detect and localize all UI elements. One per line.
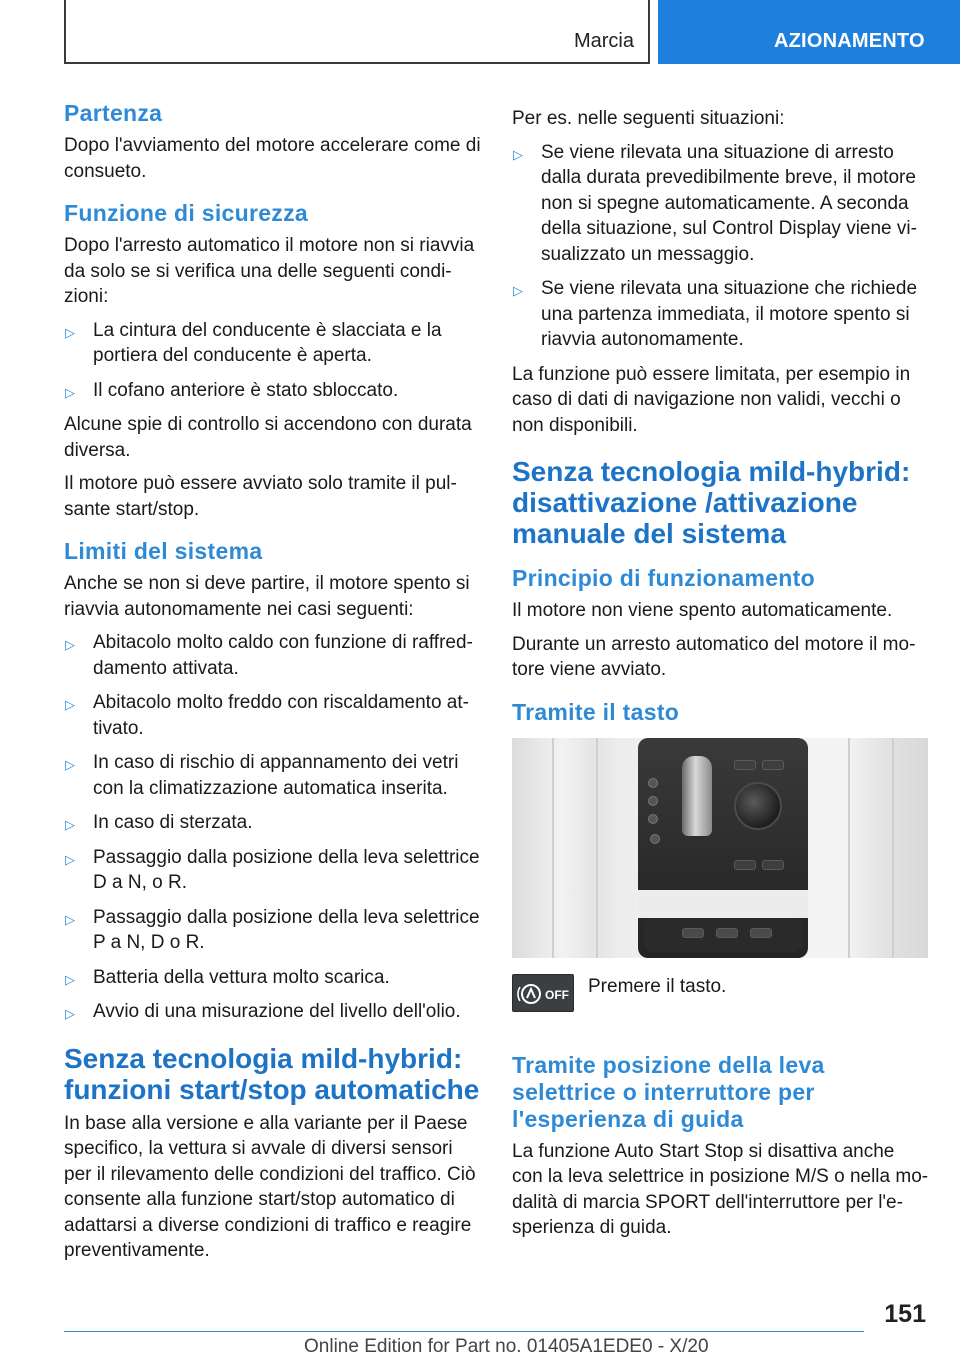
list-item: ▷ Abitacolo molto freddo con riscaldamento at-tivato. bbox=[65, 692, 469, 739]
console-button bbox=[750, 928, 772, 938]
list-limiti bbox=[64, 630, 482, 1025]
heading-disattivazione: Senza tecnologia mild-hybrid: disattivazione /attivazione manuale del sistema bbox=[512, 456, 911, 549]
left-column bbox=[64, 100, 482, 1272]
triangle-right-icon: ▷ bbox=[65, 697, 75, 712]
console-button bbox=[682, 928, 704, 938]
list-item: ▷ Abitacolo molto caldo con funzione di raffred-damento attivata. bbox=[65, 632, 473, 679]
list-item: ▷ Se viene rilevata una situazione di arresto dalla durata prevedibilmente breve, il motore non si spegne automaticamente. A seconda della situazione, sul Control Display viene vi-sualizzato un messaggio. bbox=[513, 141, 917, 265]
caption-premere-tasto: Premere il tasto. bbox=[588, 975, 727, 997]
seat-seam bbox=[892, 738, 894, 958]
paragraph-mild-hybrid: In base alla versione e alla variante per il Paese specifico, la vettura si avvale di diversi sensori per il rilevamento delle condizioni del traffico. Ciò consente alla funzione start/stop automatico di adattarsi a diverse condizioni di traffico e reagire preventivamente. bbox=[64, 1112, 476, 1261]
seat-seam bbox=[552, 738, 554, 958]
triangle-right-icon: ▷ bbox=[65, 817, 75, 832]
list-item: ▷ Passaggio dalla posizione della leva selettrice P a N, D o R. bbox=[65, 906, 480, 953]
heading-leva-selettrice: Tramite posizione della leva selettrice o interruttore per l'esperienza di guida bbox=[512, 1051, 825, 1132]
heading-principio: Principio di funzionamento bbox=[512, 565, 815, 591]
console-trim bbox=[638, 890, 808, 918]
console-button bbox=[648, 796, 658, 806]
list-item: ▷ Passaggio dalla posizione della leva selettrice D a N, o R. bbox=[65, 846, 480, 893]
heading-limiti-sistema: Limiti del sistema bbox=[64, 538, 263, 564]
console-button bbox=[734, 860, 756, 870]
gear-selector-lever bbox=[682, 756, 712, 836]
heading-funzione-sicurezza: Funzione di sicurezza bbox=[64, 200, 309, 226]
paragraph-sicurezza: Dopo l'arresto automatico il motore non si riavvia da solo se si verifica una delle seguenti condi-zioni: bbox=[64, 235, 475, 307]
list-item: ▷ La cintura del conducente è slacciata e la portiera del conducente è aperta. bbox=[65, 319, 442, 366]
paragraph-motore: Il motore può essere avviato solo tramite il pul-sante start/stop. bbox=[64, 473, 457, 520]
heading-partenza: Partenza bbox=[64, 100, 163, 126]
seat-seam bbox=[848, 738, 850, 958]
triangle-right-icon: ▷ bbox=[65, 911, 75, 927]
triangle-right-icon: ▷ bbox=[513, 146, 523, 162]
triangle-right-icon: ▷ bbox=[65, 851, 75, 867]
svg-text:OFF: OFF bbox=[545, 987, 569, 1002]
heading-mild-hybrid-funzioni: Senza tecnologia mild-hybrid: funzioni start/stop automatiche bbox=[64, 1042, 480, 1105]
console-button bbox=[648, 814, 658, 824]
console-button bbox=[650, 834, 660, 844]
right-column bbox=[512, 106, 930, 1249]
page-number: 151 bbox=[884, 1300, 926, 1328]
console-button bbox=[762, 860, 784, 870]
paragraph-leva: La funzione Auto Start Stop si disattiva anche con la leva selettrice in posizione M/S o nella mo-dalità di marcia SPORT dell'interruttore per l'e-sperienza di guida. bbox=[512, 1140, 929, 1238]
paragraph-intro: Per es. nelle seguenti situazioni: bbox=[512, 108, 785, 129]
paragraph-partenza: Dopo l'avviamento del motore accelerare come di consueto. bbox=[64, 135, 481, 182]
idrive-controller bbox=[734, 782, 782, 830]
triangle-right-icon: ▷ bbox=[65, 324, 75, 340]
footer-rule bbox=[64, 1331, 864, 1332]
console-button bbox=[716, 928, 738, 938]
paragraph-limiti: Anche se non si deve partire, il motore spento si riavvia autonomamente nei casi seguenti: bbox=[64, 573, 470, 620]
paragraph-principio-1: Il motore non viene spento automaticamente. bbox=[512, 600, 893, 621]
list-item: ▷ In caso di sterzata. bbox=[64, 810, 482, 836]
console-button bbox=[762, 760, 784, 770]
header-chapter-bar bbox=[658, 0, 960, 64]
triangle-right-icon: ▷ bbox=[65, 384, 75, 400]
button-instruction bbox=[512, 974, 930, 1036]
triangle-right-icon: ▷ bbox=[65, 1006, 75, 1021]
paragraph-principio-2: Durante un arresto automatico del motore il mo-tore viene avviato. bbox=[512, 633, 916, 680]
list-situazioni bbox=[512, 140, 930, 353]
list-item: ▷ Batteria della vettura molto scarica. bbox=[64, 965, 482, 991]
list-item: ▷ Avvio di una misurazione del livello dell'olio. bbox=[64, 999, 482, 1025]
header-section-box bbox=[64, 0, 650, 64]
footer-edition: Online Edition for Part no. 01405A1EDE0 - X/20 bbox=[304, 1336, 709, 1357]
header-chapter-title: AZIONAMENTO bbox=[774, 30, 925, 52]
list-item: ▷ Il cofano anteriore è stato sbloccato. bbox=[64, 378, 482, 404]
triangle-right-icon: ▷ bbox=[65, 757, 75, 772]
center-console-photo bbox=[512, 738, 928, 958]
console-button bbox=[648, 778, 658, 788]
triangle-right-icon: ▷ bbox=[65, 637, 75, 652]
paragraph-spie: Alcune spie di controllo si accendono con durata diversa. bbox=[64, 414, 472, 461]
triangle-right-icon: ▷ bbox=[65, 971, 75, 987]
header-section-title: Marcia bbox=[573, 30, 634, 52]
auto-start-stop-off-icon bbox=[512, 974, 574, 1012]
heading-tramite-tasto: Tramite il tasto bbox=[512, 698, 680, 725]
triangle-right-icon: ▷ bbox=[513, 283, 523, 298]
paragraph-limitata: La funzione può essere limitata, per esempio in caso di dati di navigazione non validi, vecchi o non disponibili. bbox=[512, 363, 911, 436]
seat-seam bbox=[596, 738, 598, 958]
console-button bbox=[734, 760, 756, 770]
list-item: ▷ Se viene rilevata una situazione che richiede una partenza immediata, il motore spento si riavvia autonomamente. bbox=[513, 278, 918, 350]
list-sicurezza bbox=[64, 318, 482, 404]
list-item: ▷ In caso di rischio di appannamento dei vetri con la climatizzazione automatica inserita. bbox=[65, 752, 459, 799]
